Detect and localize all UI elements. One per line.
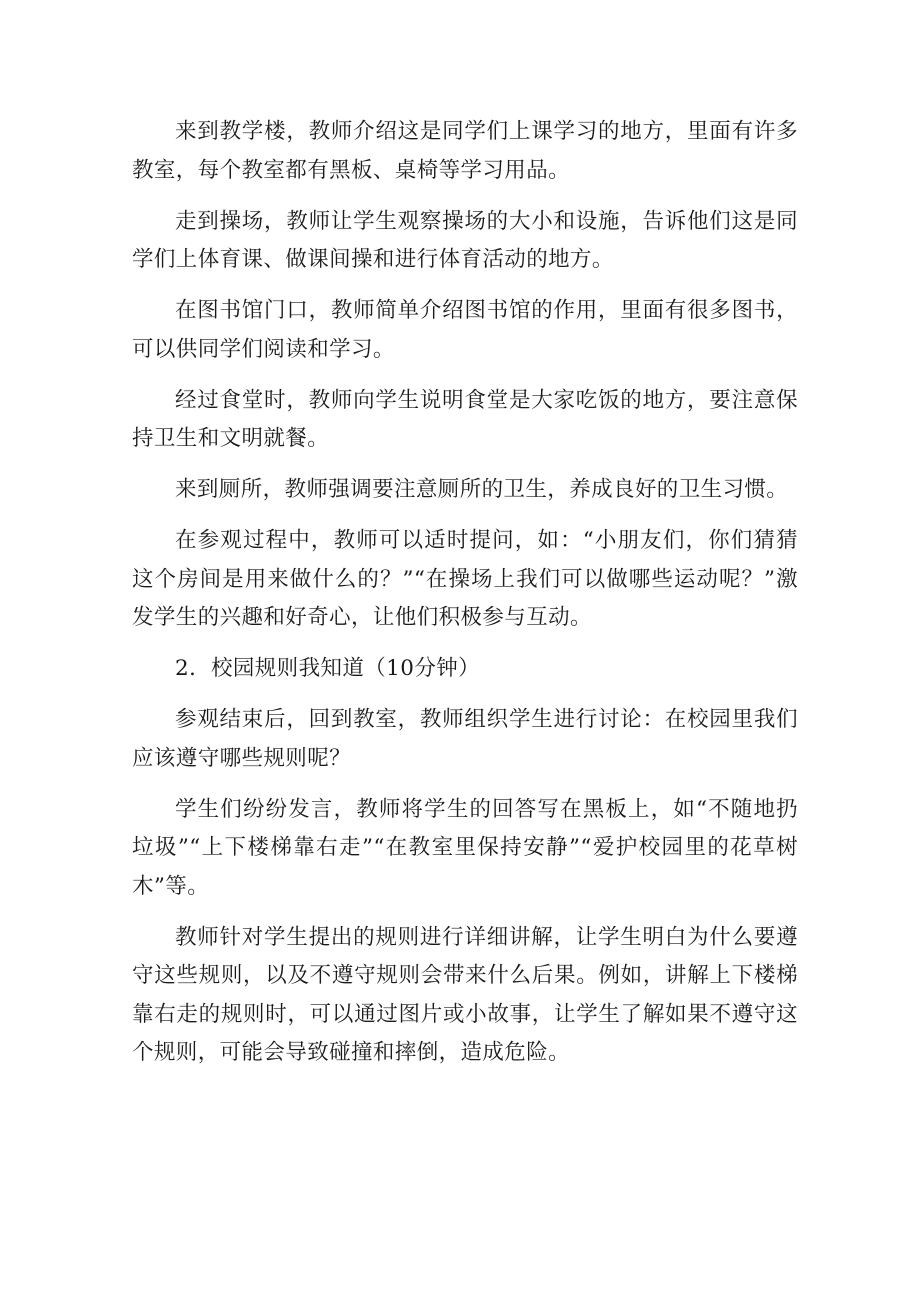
section-heading: 2．校园规则我知道（10分钟）	[175, 656, 481, 681]
paragraph-canteen: 经过食堂时，教师向学生说明食堂是大家吃饭的地方，要注意保持卫生和文明就餐。	[132, 387, 798, 451]
document-page	[132, 113, 798, 1085]
paragraph-library: 在图书馆门口，教师简单介绍图书馆的作用，里面有很多图书，可以供同学们阅读和学习。	[132, 298, 798, 362]
paragraph-playground: 走到操场，教师让学生观察操场的大小和设施，告诉他们这是同学们上体育课、做课间操和进行体育活动的地方。	[132, 208, 798, 272]
paragraph-rule-explanation: 教师针对学生提出的规则进行详细讲解，让学生明白为什么要遵守这些规则，以及不遵守规则会带来什么后果。例如，讲解上下楼梯靠右走的规则时，可以通过图片或小故事，让学生了解如果不遵守这个规则，可能会导致碰撞和摔倒，造成危险。	[132, 924, 798, 1065]
paragraph-questions: 在参观过程中，教师可以适时提问，如：“小朋友们，你们猜猜这个房间是用来做什么的？”“在操场上我们可以做哪些运动呢？”激发学生的兴趣和好奇心，让他们积极参与互动。	[132, 528, 798, 630]
paragraph-toilet: 来到厕所，教师强调要注意厕所的卫生，养成良好的卫生习惯。	[175, 477, 789, 502]
paragraph-teaching-building: 来到教学楼，教师介绍这是同学们上课学习的地方，里面有许多教室，每个教室都有黑板、桌椅等学习用品。	[132, 119, 798, 183]
paragraph-student-answers: 学生们纷纷发言，教师将学生的回答写在黑板上，如“不随地扔垃圾”“上下楼梯靠右走”“在教室里保持安静”“爱护校园里的花草树木”等。	[132, 796, 798, 899]
paragraph-discussion: 参观结束后，回到教室，教师组织学生进行讨论：在校园里我们应该遵守哪些规则呢？	[132, 707, 798, 771]
